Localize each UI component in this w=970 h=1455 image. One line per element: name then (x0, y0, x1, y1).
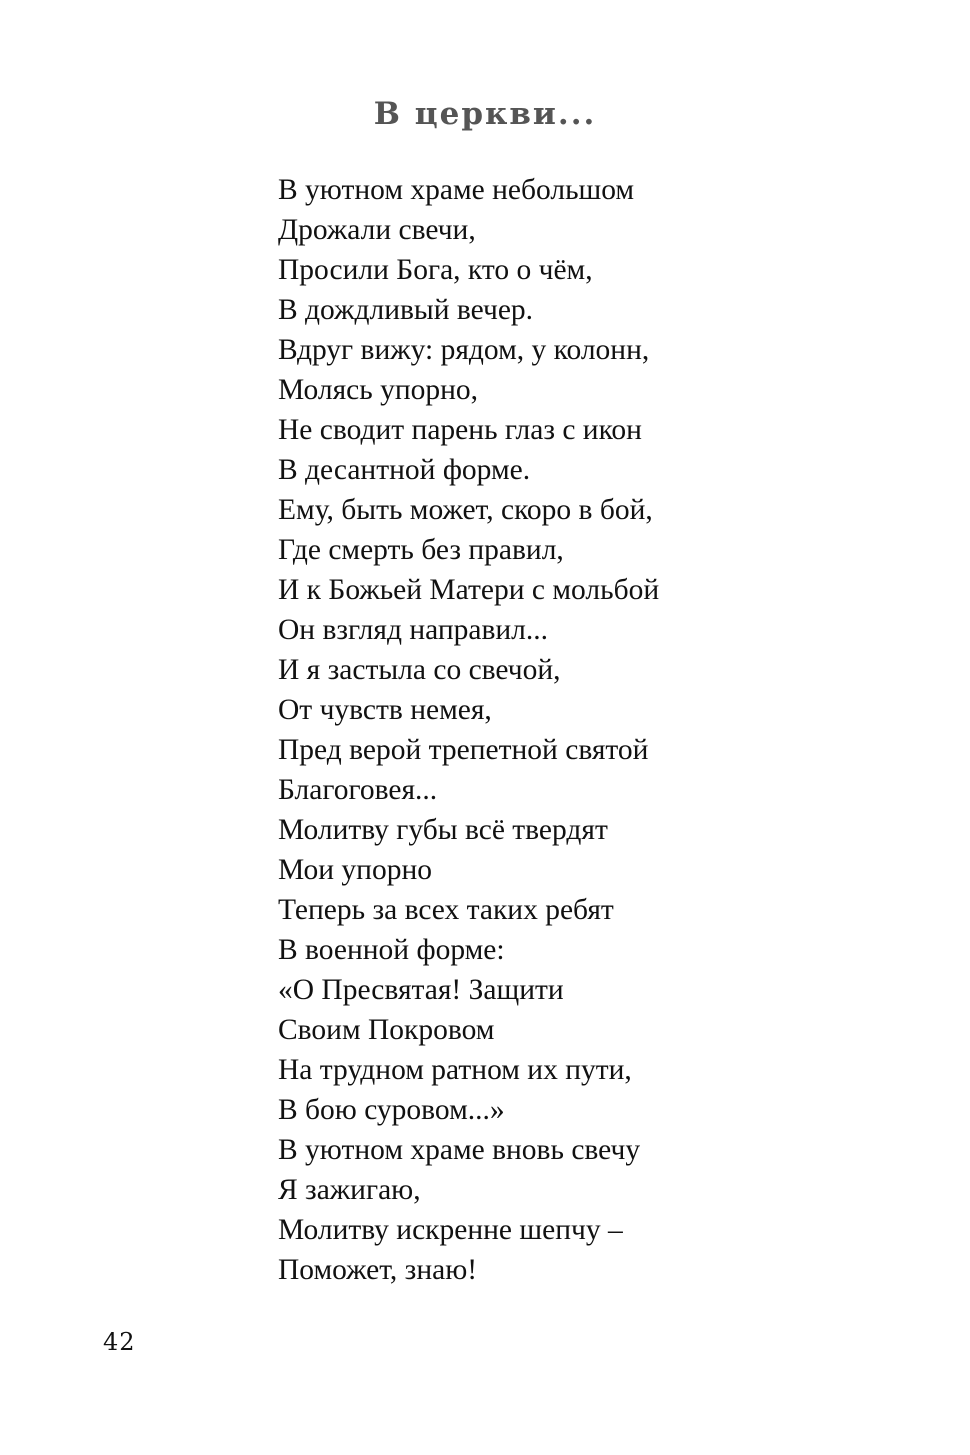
poem-line: Своим Покровом (278, 1014, 495, 1046)
poem-line: Молитву губы всё твердят (278, 814, 608, 846)
poem-line: Молитву искренне шепчу – (278, 1214, 623, 1246)
poem-line: Благоговея... (278, 774, 438, 806)
poem-line: Не сводит парень глаз с икон (278, 414, 642, 446)
poem-line: В бою суровом...» (278, 1094, 505, 1126)
poem-line: Просили Бога, кто о чём, (278, 254, 593, 286)
poem-line: Дрожали свечи, (278, 214, 476, 246)
page-number: 42 (103, 1328, 136, 1356)
poem-line: Мои упорно (278, 854, 432, 886)
poem-line: В дождливый вечер. (278, 294, 534, 326)
poem-line: Пред верой трепетной святой (278, 734, 649, 766)
poem-line: И я застыла со свечой, (278, 654, 561, 686)
poem-line: В уютном храме небольшом (278, 174, 635, 206)
poem-line: Я зажигаю, (278, 1174, 421, 1206)
poem-body (278, 170, 659, 1290)
poem-line: В военной форме: (278, 934, 505, 966)
poem-line: Он взгляд направил... (278, 614, 549, 646)
poem-line: Ему, быть может, скоро в бой, (278, 494, 653, 526)
poem-line: И к Божьей Матери с мольбой (278, 574, 660, 606)
poem-line: Поможет, знаю! (278, 1254, 478, 1286)
poem-line: Где смерть без правил, (278, 534, 564, 566)
poem-line: В десантной форме. (278, 454, 531, 486)
poem-line: «О Пресвятая! Защити (278, 974, 564, 1006)
poem-line: В уютном храме вновь свечу (278, 1134, 641, 1166)
poem-line: От чувств немея, (278, 694, 492, 726)
poem-title: В церкви... (373, 96, 597, 132)
poem-line: Вдруг вижу: рядом, у колонн, (278, 334, 650, 366)
poem-line: Теперь за всех таких ребят (278, 894, 614, 926)
poem-line: На трудном ратном их пути, (278, 1054, 632, 1086)
poem-line: Молясь упорно, (278, 374, 479, 406)
